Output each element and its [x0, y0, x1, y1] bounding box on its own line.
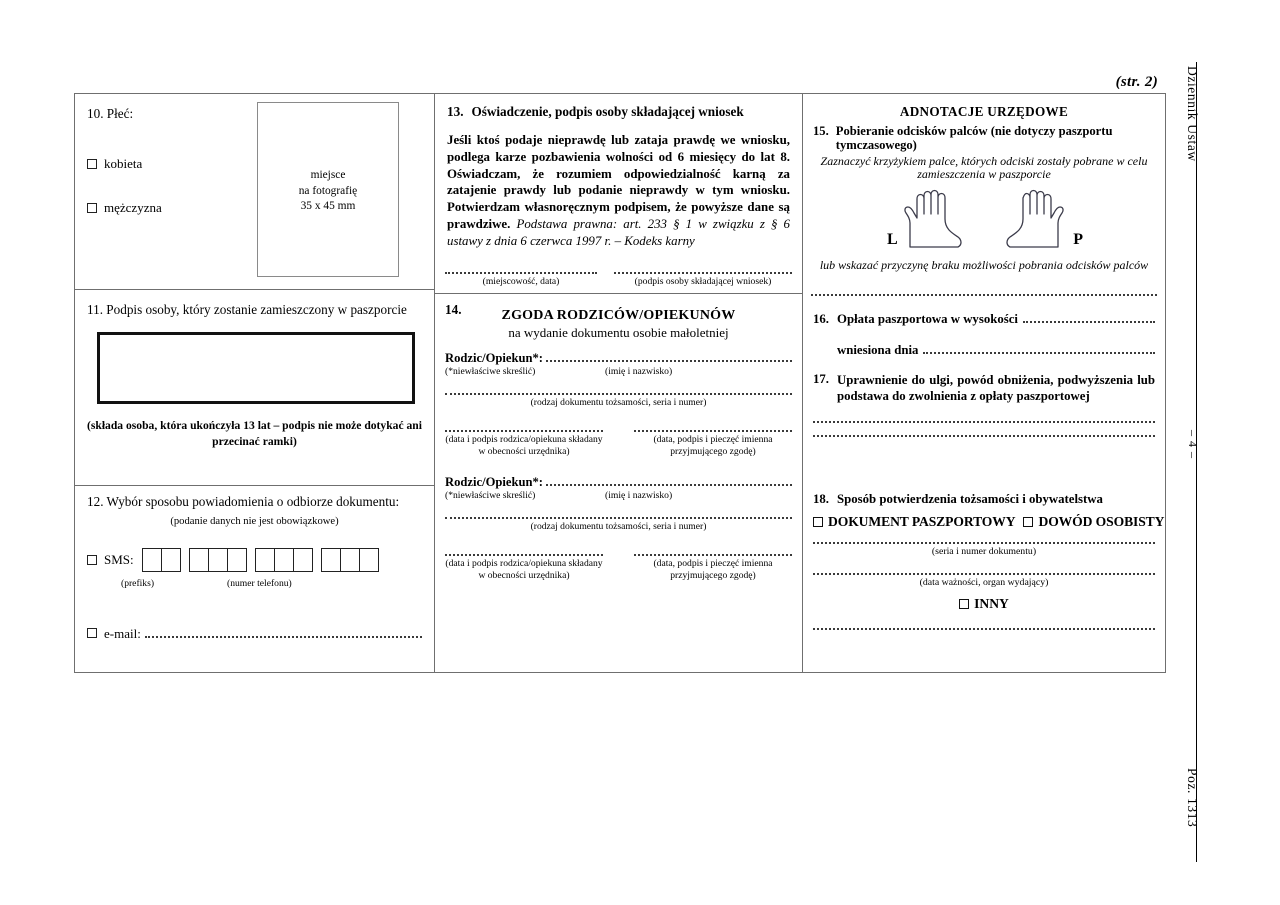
email-row: [87, 626, 422, 642]
section-18-heading: [813, 492, 1155, 507]
page-marker: (str. 2): [1115, 74, 1158, 90]
guardian-name-line[interactable]: [546, 360, 792, 362]
section-16-fee-row: [813, 312, 1155, 327]
gender-option-female[interactable]: [87, 156, 142, 172]
guardian-name-row: [445, 475, 792, 490]
sms-char-box[interactable]: [321, 548, 341, 572]
caption-guardian-document: (rodzaj dokumentu tożsamości, seria i numer): [530, 397, 707, 408]
section-16-paid-row: [837, 343, 1155, 358]
column-left: [75, 94, 435, 672]
guardian-name-row: [445, 351, 792, 366]
applicant-signature-slot: [614, 272, 792, 287]
guardian-document-row: [445, 393, 792, 408]
gender-female-label: kobieta: [104, 156, 143, 171]
option-other[interactable]: [813, 596, 1155, 612]
guardian-document-line[interactable]: [445, 517, 792, 519]
section-16-number: 16.: [813, 312, 829, 326]
section-18-number: 18.: [813, 492, 829, 506]
hand-right-label: P: [1073, 231, 1083, 249]
section-11-signature: [75, 290, 434, 486]
section-15-number: 15.: [813, 124, 829, 138]
sms-char-box[interactable]: [340, 548, 360, 572]
section-14-title: ZGODA RODZICÓW/OPIEKUNÓW: [501, 308, 736, 323]
hand-left-label: L: [887, 231, 898, 249]
position-reference: Poz. 1313: [1185, 768, 1200, 828]
sms-char-box[interactable]: [227, 548, 247, 572]
section-14-guardian-consent: [435, 294, 802, 674]
section-15-instruction: Zaznaczyć krzyżykiem palce, których odciski zostały pobrane w celu zamieszczenia w paszporcie: [820, 153, 1148, 182]
guardian-signature-row: [445, 554, 792, 583]
checkbox-icon[interactable]: [87, 159, 97, 169]
fee-date-line[interactable]: [923, 352, 1155, 354]
place-date-slot: [445, 272, 597, 287]
sms-boxes[interactable]: [142, 548, 387, 572]
fee-amount-line[interactable]: [1023, 321, 1155, 323]
sms-label: SMS:: [104, 552, 134, 567]
sms-box-group[interactable]: [255, 548, 313, 572]
hands-outline-icon[interactable]: [884, 183, 1084, 255]
document-serial-line[interactable]: [813, 542, 1155, 544]
option-other-label: INNY: [974, 596, 1009, 611]
section-17-heading: [813, 372, 1155, 405]
sms-char-box[interactable]: [161, 548, 181, 572]
guardian-sign-right: [634, 430, 792, 459]
section-11-label: [87, 302, 407, 318]
guardian-sign-left-line[interactable]: [445, 430, 603, 432]
option-passport-label: DOKUMENT PASZPORTOWY: [828, 514, 1016, 529]
sms-char-box[interactable]: [359, 548, 379, 572]
photo-line-1: miejsce: [310, 168, 346, 181]
caption-guardian-sign-left: (data i podpis rodzica/opiekuna składany w obecności urzędnika): [445, 434, 603, 458]
hands-diagram: [813, 183, 1155, 257]
section-17-line-1[interactable]: [813, 421, 1155, 423]
guardian-sign-left-line[interactable]: [445, 554, 603, 556]
guardian-label: Rodzic/Opiekun*:: [445, 351, 543, 365]
section-17-label: Uprawnienie do ulgi, powód obniżenia, podwyższenia lub podstawa do zwolnienia z opłaty paszportowej: [837, 373, 1155, 404]
guardian-sign-right-line[interactable]: [634, 430, 792, 432]
checkbox-icon[interactable]: [1023, 517, 1033, 527]
sms-box-group[interactable]: [321, 548, 379, 572]
guardian-sign-left: [445, 554, 603, 583]
caption-guardian-sign-right: (data, podpis i pieczęć imienna przyjmującego zgodę): [653, 434, 773, 458]
section-12-number: 12.: [87, 494, 104, 509]
photo-placeholder: [257, 102, 399, 277]
section-16-paid-label: wniesiona dnia: [837, 343, 919, 357]
section-10-number: 10.: [87, 106, 104, 121]
section-10-gender: [75, 94, 434, 290]
margin-rule: [1196, 62, 1197, 862]
caption-guardian-name: (imię i nazwisko): [605, 366, 673, 377]
section-12-notification: [75, 486, 434, 672]
sms-char-box[interactable]: [255, 548, 275, 572]
checkbox-icon[interactable]: [87, 628, 97, 638]
identity-document-options: [813, 514, 1165, 530]
sms-box-group[interactable]: [142, 548, 181, 572]
section-13-number: 13.: [447, 104, 464, 119]
section-15-fingerprints: [803, 94, 1165, 292]
guardian-sign-left: [445, 430, 603, 459]
caption-phone: (numer telefonu): [227, 578, 292, 589]
checkbox-icon[interactable]: [87, 203, 97, 213]
section-13-declaration: [435, 94, 802, 294]
gender-option-male[interactable]: [87, 200, 162, 216]
checkbox-icon[interactable]: [813, 517, 823, 527]
caption-guardian-name: (imię i nazwisko): [605, 489, 673, 501]
caption-guardian-sign-left: (data i podpis rodzica/opiekuna składany w obecności urzędnika): [445, 557, 603, 582]
caption-place-date: (miejscowość, data): [482, 276, 560, 287]
sms-char-box[interactable]: [142, 548, 162, 572]
gender-male-label: mężczyzna: [104, 200, 162, 215]
caption-strike-note: (*niewłaściwe skreślić): [445, 489, 536, 501]
section-18-label: Sposób potwierdzenia tożsamości i obywatelstwa: [837, 492, 1103, 506]
guardian-document-row: [445, 517, 792, 532]
section-12-label: [87, 494, 399, 510]
photo-line-2: na fotografię: [298, 184, 358, 197]
caption-prefix: (prefiks): [121, 578, 155, 589]
guardian-label: Rodzic/Opiekun*:: [445, 474, 543, 489]
section-16-label: Opłata paszportowa w wysokości: [837, 312, 1018, 326]
email-input-line[interactable]: [145, 636, 422, 638]
sms-char-box[interactable]: [274, 548, 294, 572]
caption-validity: (data ważności, organ wydający): [919, 577, 1049, 588]
page-number: – 4 –: [1186, 430, 1200, 459]
section-12-title: Wybór sposobu powiadomienia o odbiorze dokumentu:: [106, 494, 400, 509]
sms-row: [87, 548, 387, 572]
signature-field[interactable]: [97, 332, 415, 404]
section-10-label: [87, 106, 133, 122]
form-table: [74, 93, 1166, 673]
section-11-note: (składa osoba, która ukończyła 13 lat – podpis nie może dotykać ani przecinać ramki): [87, 419, 422, 448]
other-document-line[interactable]: [813, 628, 1155, 630]
guardian-block: [445, 475, 792, 583]
document-validity-line[interactable]: [813, 573, 1155, 575]
journal-title: Dziennik Ustaw: [1185, 66, 1200, 162]
section-16-17-fees: [803, 296, 1165, 482]
section-13-signature-lines: [445, 272, 792, 287]
checkbox-icon[interactable]: [959, 599, 969, 609]
section-15-heading: [813, 124, 1155, 153]
section-13-title: Oświadczenie, podpis osoby składającej wniosek: [471, 104, 744, 119]
column-right: [803, 94, 1165, 672]
caption-guardian-document: (rodzaj dokumentu tożsamości, seria i numer): [530, 520, 707, 532]
guardian-name-line[interactable]: [546, 484, 792, 486]
section-17-line-2[interactable]: [813, 435, 1155, 437]
section-13-heading: [447, 104, 792, 120]
guardian-block: [445, 351, 792, 459]
caption-strike-note: (*niewłaściwe skreślić): [445, 366, 536, 377]
guardian-sign-right: [634, 554, 792, 583]
caption-serial: (seria i numer dokumentu): [931, 546, 1037, 557]
guardian-sign-right-line[interactable]: [634, 554, 792, 556]
guardian-document-line[interactable]: [445, 393, 792, 395]
option-id-label: DOWÓD OSOBISTY: [1038, 514, 1165, 529]
section-18-identity: [803, 482, 1165, 678]
section-14-number: 14.: [445, 302, 462, 317]
section-12-sublabel: (podanie danych nie jest obowiązkowe): [170, 516, 339, 527]
sms-char-box[interactable]: [208, 548, 228, 572]
section-14-subtitle: na wydanie dokumentu osobie małoletniej: [508, 325, 729, 340]
section-15-title: Pobieranie odcisków palców (nie dotyczy paszportu tymczasowego): [835, 124, 1113, 153]
sms-char-box[interactable]: [189, 548, 209, 572]
guardian-name-captions: [445, 490, 792, 503]
applicant-signature-line[interactable]: [614, 272, 792, 274]
email-label: e-mail:: [104, 626, 141, 641]
declaration-text: Jeśli ktoś podaje nieprawdę lub zataja prawdę we wniosku, podlega karze pozbawienia wolności od 6 miesięcy do lat 8. Oświadczam, że rozumiem odpowiedzialność karną za zatajenie prawdy lub podanie nieprawdy w tym wniosku. Potwierdzam własnoręcznym podpisem, że powyższe dane są prawdziwe.: [447, 133, 790, 231]
sms-char-box[interactable]: [293, 548, 313, 572]
section-13-body: [447, 132, 790, 249]
sms-box-group[interactable]: [189, 548, 247, 572]
caption-applicant-signature: (podpis osoby składającej wniosek): [634, 276, 772, 287]
photo-line-3: 35 x 45 mm: [300, 200, 356, 213]
official-annotations-heading: ADNOTACJE URZĘDOWE: [899, 104, 1069, 119]
section-11-number: 11.: [87, 302, 103, 317]
place-date-line[interactable]: [445, 272, 597, 274]
section-10-title: Płeć:: [106, 106, 134, 121]
caption-guardian-sign-right: (data, podpis i pieczęć imienna przyjmującego zgodę): [653, 557, 773, 582]
section-15-alternative: lub wskazać przyczynę braku możliwości pobrania odcisków palców: [819, 258, 1149, 273]
column-middle: [435, 94, 803, 672]
section-17-number: 17.: [813, 372, 829, 386]
guardian-signature-row: [445, 430, 792, 459]
guardian-name-captions: [445, 366, 792, 379]
checkbox-icon[interactable]: [87, 555, 97, 565]
declaration-legal-basis: Podstawa prawna: art. 233 § 1 w związku z § 6 ustawy z dnia 6 czerwca 1997 r. – Kodeks karny: [447, 216, 790, 248]
section-11-title: Podpis osoby, który zostanie zamieszczony w paszporcie: [106, 302, 407, 317]
